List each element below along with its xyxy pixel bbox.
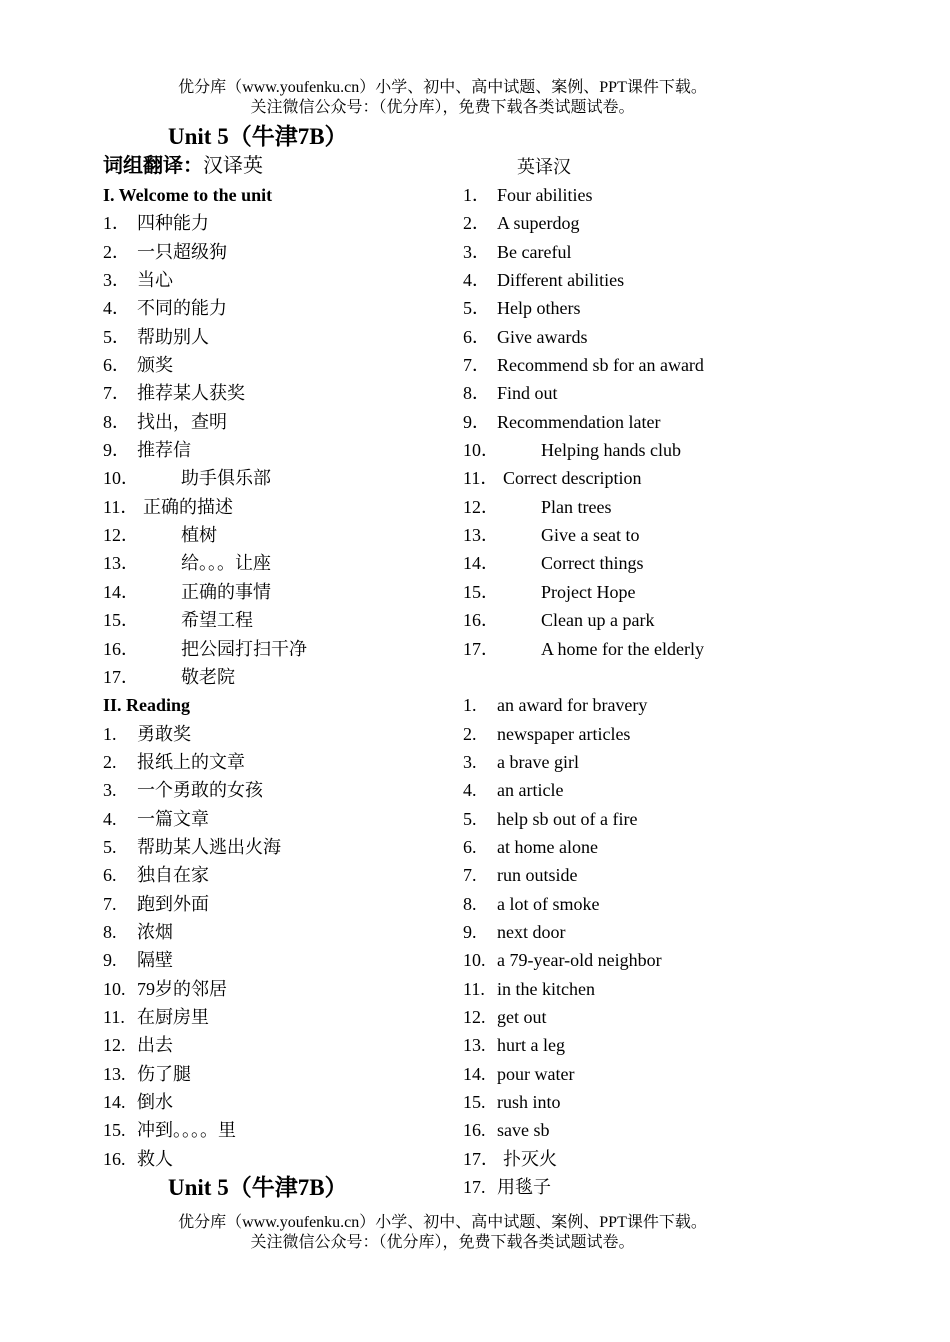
page-title: Unit 5（牛津7B） bbox=[168, 124, 348, 149]
list-item: 4． Different abilities bbox=[463, 270, 625, 291]
list-item: 5． Help others bbox=[463, 298, 581, 319]
list-item: 5. 帮助某人逃出火海 bbox=[103, 836, 281, 857]
list-item: 3． Be careful bbox=[463, 241, 572, 262]
list-item: 5. help sb out of a fire bbox=[463, 808, 638, 829]
list-item: 1． 四种能力 bbox=[103, 213, 209, 234]
list-item: 14. pour water bbox=[463, 1063, 575, 1084]
list-item: 16. save sb bbox=[463, 1120, 550, 1141]
list-item: 17． A home for the elderly bbox=[463, 638, 704, 659]
list-item: 16. 救人 bbox=[103, 1148, 173, 1169]
list-item: 7. run outside bbox=[463, 865, 578, 886]
heading-cn-en: 汉译英 bbox=[203, 155, 263, 177]
list-item: 4. 一篇文章 bbox=[103, 808, 209, 829]
column-chinese bbox=[103, 181, 443, 1173]
section-title-reading: II. Reading bbox=[103, 695, 191, 716]
list-item: 14. 倒水 bbox=[103, 1092, 173, 1112]
list-item: 7. 跑到外面 bbox=[103, 893, 209, 914]
heading-label: 词组翻译： bbox=[103, 155, 203, 177]
list-item: 10. 79岁的邻居 bbox=[103, 978, 227, 999]
list-item: 16． 把公园打扫干净 bbox=[103, 638, 307, 659]
list-item: 12. get out bbox=[463, 1006, 547, 1027]
list-item: 9. 隔壁 bbox=[103, 950, 173, 971]
list-item: 6． 颁奖 bbox=[103, 355, 173, 376]
list-item: 9． Recommendation later bbox=[463, 411, 661, 432]
header-line-2: 关注微信公众号：（优分库），免费下载各类试题试卷。 bbox=[250, 99, 635, 116]
list-item: 6. 独自在家 bbox=[103, 865, 209, 886]
list-item: 13． 给。。。让座 bbox=[103, 553, 271, 574]
list-item: 8. 浓烟 bbox=[103, 921, 173, 942]
list-item: 1. an award for bravery bbox=[463, 695, 648, 716]
list-item: 4. an article bbox=[463, 780, 564, 801]
list-item: 3. 一个勇敢的女孩 bbox=[103, 780, 263, 801]
list-item: 2． A superdog bbox=[463, 213, 580, 234]
list-item: 1. 勇敢奖 bbox=[103, 723, 191, 744]
list-item: 3. a brave girl bbox=[463, 751, 579, 772]
list-item: 11. in the kitchen bbox=[463, 978, 595, 999]
page-title-repeat: Unit 5（牛津7B） bbox=[168, 1175, 348, 1200]
list-item: 17． 扑灭火 bbox=[463, 1148, 557, 1169]
list-item: 2. 报纸上的文章 bbox=[103, 751, 245, 772]
list-item: 13. 伤了腿 bbox=[103, 1063, 191, 1084]
list-item: 14． 正确的事情 bbox=[103, 581, 271, 602]
list-item: 9. next door bbox=[463, 921, 566, 942]
footer-line-1: 优分库（www.youfenku.cn）小学、初中、高中试题、案例、PPT课件下载。 bbox=[178, 1214, 707, 1231]
list-item: 8． Find out bbox=[463, 383, 558, 404]
list-item: 10． 助手俱乐部 bbox=[103, 468, 271, 489]
list-item: 12. 出去 bbox=[103, 1035, 173, 1056]
list-item: 10． Helping hands club bbox=[463, 440, 681, 461]
list-item: 7． 推荐某人获奖 bbox=[103, 383, 245, 404]
list-item: 13． Give a seat to bbox=[463, 525, 640, 546]
list-item: 17. 用毯子 bbox=[463, 1177, 551, 1198]
list-item: 9． 推荐信 bbox=[103, 440, 191, 461]
list-item: 2. newspaper articles bbox=[463, 723, 631, 744]
list-item: 15. 冲到。。。。里 bbox=[103, 1120, 236, 1141]
list-item: 15． Project Hope bbox=[463, 581, 636, 602]
list-item: 11． Correct description bbox=[463, 468, 642, 489]
list-item: 15. rush into bbox=[463, 1092, 561, 1112]
list-item: 11． 正确的描述 bbox=[103, 496, 233, 517]
list-item: 6. at home alone bbox=[463, 836, 598, 857]
list-item: 14． Correct things bbox=[463, 553, 644, 574]
list-item: 2． 一只超级狗 bbox=[103, 241, 227, 262]
list-item: 8． 找出，查明 bbox=[103, 411, 227, 432]
footer-line-2: 关注微信公众号：（优分库），免费下载各类试题试卷。 bbox=[250, 1234, 635, 1251]
list-item: 5． 帮助别人 bbox=[103, 326, 209, 347]
list-item: 4． 不同的能力 bbox=[103, 298, 227, 319]
header-line-1: 优分库（www.youfenku.cn）小学、初中、高中试题、案例、PPT课件下载。 bbox=[178, 79, 707, 96]
list-item: 10. a 79-year-old neighbor bbox=[463, 950, 662, 971]
list-item: 13. hurt a leg bbox=[463, 1035, 565, 1056]
column-english bbox=[463, 181, 883, 1201]
list-item: 6． Give awards bbox=[463, 326, 588, 347]
list-item: 16． Clean up a park bbox=[463, 610, 655, 631]
list-item: 8. a lot of smoke bbox=[463, 893, 600, 914]
list-item: 12． 植树 bbox=[103, 525, 217, 546]
heading-translate-cn-en bbox=[103, 152, 263, 180]
list-item: 17． 敬老院 bbox=[103, 666, 235, 687]
section-title-welcome: I. Welcome to the unit bbox=[103, 185, 273, 205]
list-item: 11. 在厨房里 bbox=[103, 1006, 209, 1027]
list-item: 7． Recommend sb for an award bbox=[463, 355, 704, 376]
list-item: 12． Plan trees bbox=[463, 496, 612, 517]
list-item: 1． Four abilities bbox=[463, 185, 593, 205]
list-item: 3． 当心 bbox=[103, 270, 173, 291]
heading-en-cn: 英译汉 bbox=[517, 157, 571, 177]
list-item: 15． 希望工程 bbox=[103, 610, 253, 631]
list-spacer bbox=[463, 663, 883, 691]
